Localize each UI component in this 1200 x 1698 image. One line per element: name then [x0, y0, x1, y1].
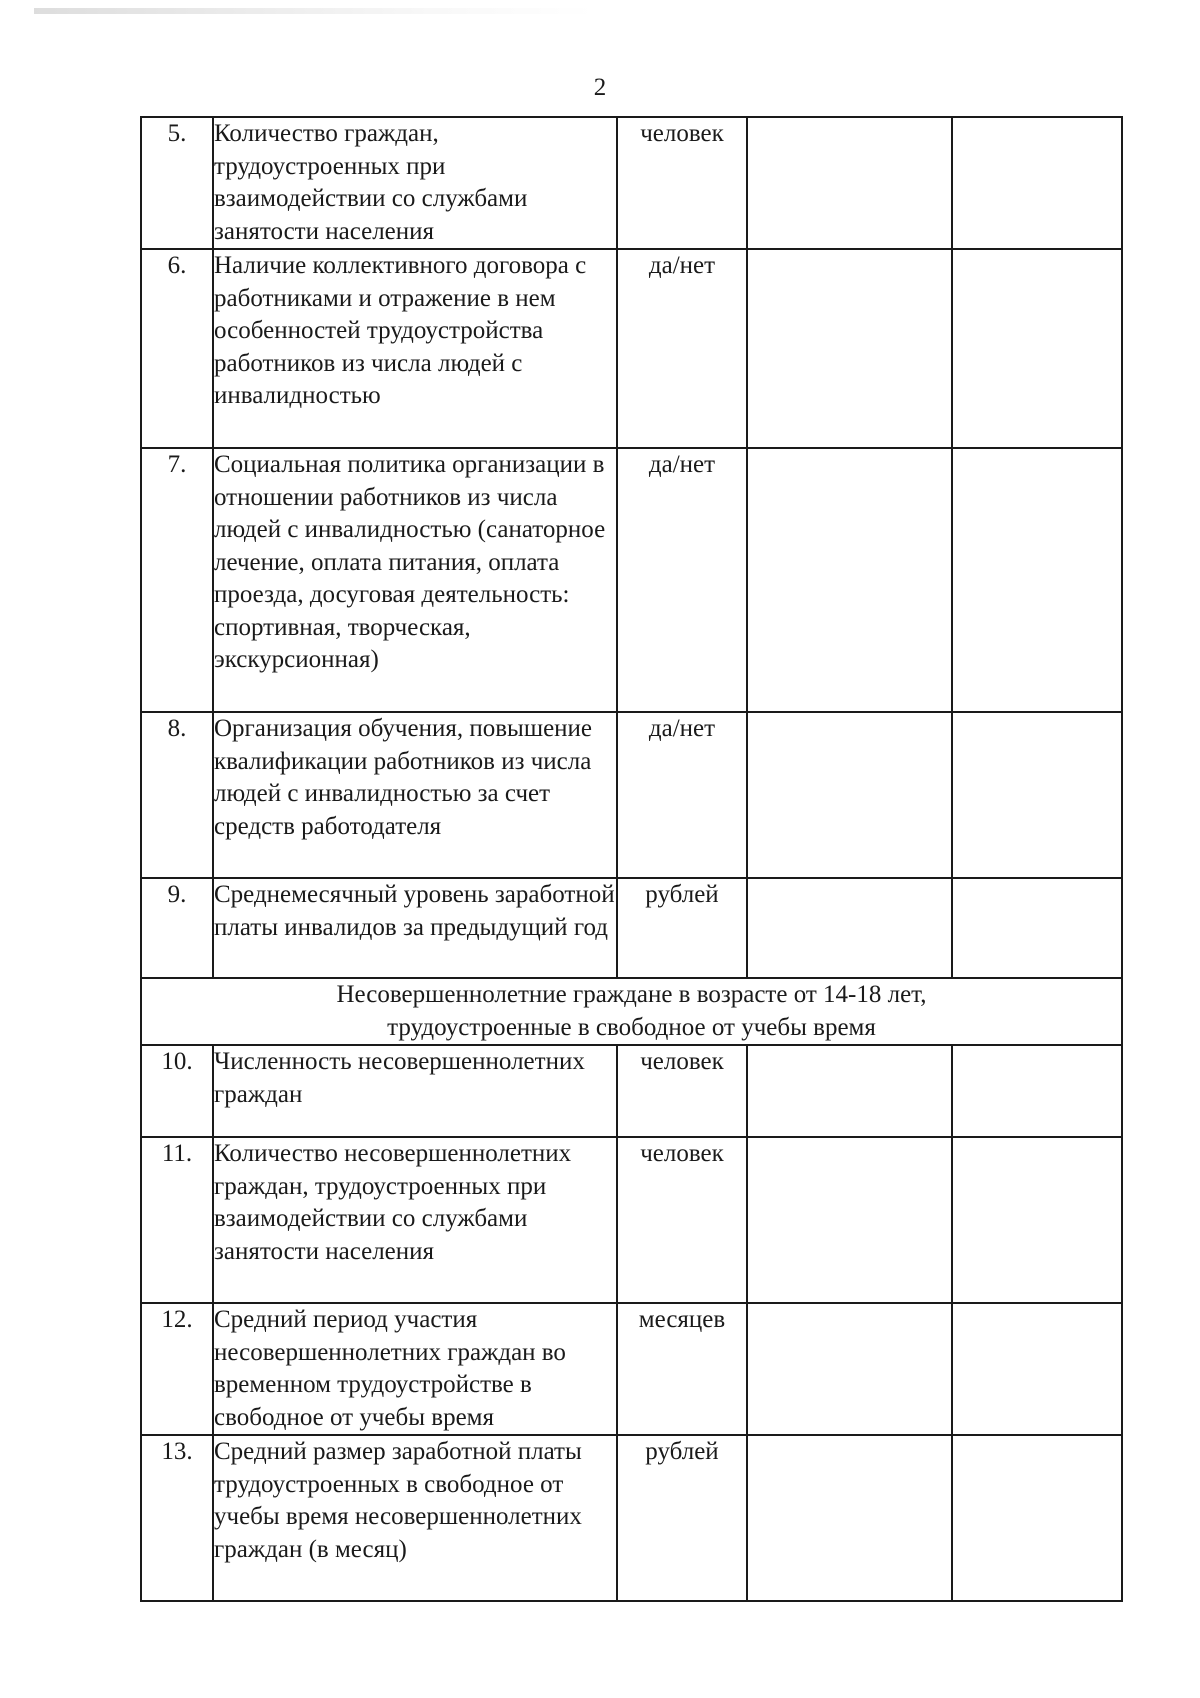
unit-of-measure: рублей [617, 878, 747, 978]
row-number: 6. [141, 249, 213, 448]
indicator-name: Количество граждан, трудоустроенных при взаимодействии со службами занятости населения [213, 117, 617, 249]
indicator-name: Социальная политика организации в отношении работников из числа людей с инвалидностью (санаторное лечение, оплата питания, оплата проезда, досуговая деятельность: спортивная, творческая, экскурсионная) [213, 448, 617, 712]
indicator-name: Численность несовершеннолетних граждан [213, 1045, 617, 1137]
unit-of-measure: рублей [617, 1435, 747, 1601]
row-number: 11. [141, 1137, 213, 1303]
row-number: 8. [141, 712, 213, 878]
unit-of-measure: да/нет [617, 249, 747, 448]
table-row [141, 1303, 1122, 1435]
value-cell[interactable] [747, 712, 952, 878]
value-cell[interactable] [952, 1435, 1122, 1601]
unit-of-measure: человек [617, 1137, 747, 1303]
table-row [141, 878, 1122, 978]
indicator-name: Количество несовершеннолетних граждан, трудоустроенных при взаимодействии со службами занятости населения [213, 1137, 617, 1303]
value-cell[interactable] [747, 448, 952, 712]
section-header [141, 978, 1122, 1045]
section-header-row [141, 978, 1122, 1045]
indicator-name: Организация обучения, повышение квалификации работников из числа людей с инвалидностью за счет средств работодателя [213, 712, 617, 878]
value-cell[interactable] [952, 1303, 1122, 1435]
indicator-table [140, 116, 1123, 1602]
table-row [141, 448, 1122, 712]
unit-of-measure: да/нет [617, 448, 747, 712]
indicator-name: Средний период участия несовершеннолетних граждан во временном трудоустройстве в свободное от учебы время [213, 1303, 617, 1435]
indicator-name: Среднемесячный уровень заработной платы инвалидов за предыдущий год [213, 878, 617, 978]
value-cell[interactable] [747, 1045, 952, 1137]
row-number: 13. [141, 1435, 213, 1601]
value-cell[interactable] [747, 249, 952, 448]
table-row [141, 249, 1122, 448]
row-number: 10. [141, 1045, 213, 1137]
section-header-line: трудоустроенные в свободное от учебы время [387, 1013, 876, 1041]
page-number: 2 [593, 74, 607, 101]
unit-of-measure: человек [617, 117, 747, 249]
value-cell[interactable] [747, 878, 952, 978]
indicator-name: Средний размер заработной платы трудоустроенных в свободное от учебы время несовершеннолетних граждан (в месяц) [213, 1435, 617, 1601]
value-cell[interactable] [747, 117, 952, 249]
row-number: 9. [141, 878, 213, 978]
value-cell[interactable] [952, 1137, 1122, 1303]
row-number: 5. [141, 117, 213, 249]
table-row [141, 1045, 1122, 1137]
value-cell[interactable] [952, 448, 1122, 712]
unit-of-measure: да/нет [617, 712, 747, 878]
value-cell[interactable] [747, 1137, 952, 1303]
row-number: 7. [141, 448, 213, 712]
unit-of-measure: человек [617, 1045, 747, 1137]
indicator-name: Наличие коллективного договора с работниками и отражение в нем особенностей трудоустройства работников из числа людей с инвалидностью [213, 249, 617, 448]
table-row [141, 712, 1122, 878]
value-cell[interactable] [747, 1303, 952, 1435]
value-cell[interactable] [952, 1045, 1122, 1137]
scan-artifact [34, 8, 594, 14]
value-cell[interactable] [952, 249, 1122, 448]
table-row [141, 1435, 1122, 1601]
table-row [141, 1137, 1122, 1303]
value-cell[interactable] [952, 117, 1122, 249]
unit-of-measure: месяцев [617, 1303, 747, 1435]
value-cell[interactable] [747, 1435, 952, 1601]
value-cell[interactable] [952, 878, 1122, 978]
row-number: 12. [141, 1303, 213, 1435]
table-row [141, 117, 1122, 249]
value-cell[interactable] [952, 712, 1122, 878]
section-header-line: Несовершеннолетние граждане в возрасте от 14-18 лет, [336, 981, 927, 1008]
